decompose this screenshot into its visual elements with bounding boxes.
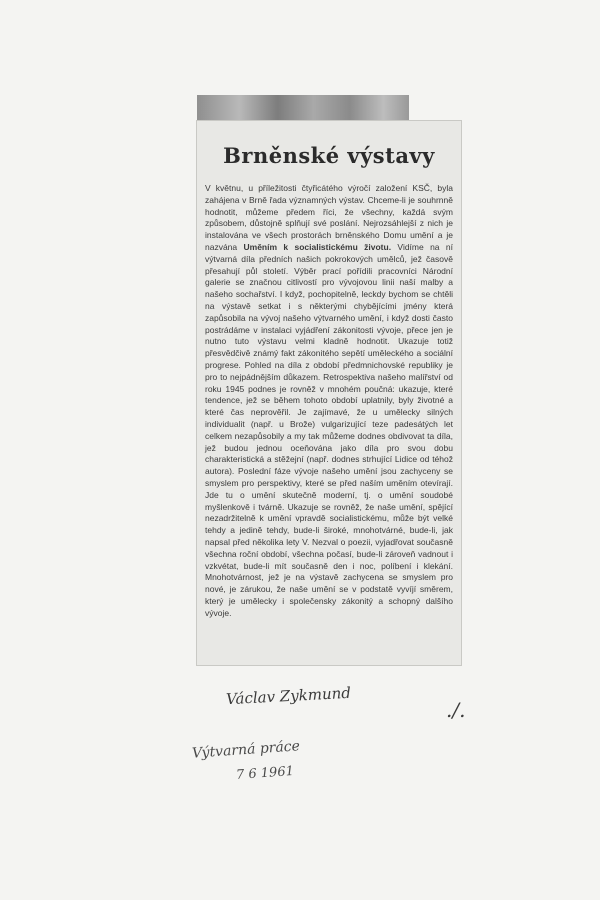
newspaper-clipping	[196, 120, 462, 666]
article-text	[205, 183, 453, 619]
handwritten-mark: ./.	[446, 698, 466, 722]
handwritten-source: Výtvarná práce	[191, 738, 301, 762]
exhibition-title: Uměním k socialistickému životu.	[243, 241, 392, 252]
handwritten-signature: Václav Zykmund	[225, 683, 352, 709]
article-headline: Brněnské výstavy	[223, 143, 435, 168]
handwritten-date: 7 6 1961	[235, 763, 295, 784]
article-intro: V květnu, u příležitosti čtyřicátého výročí založení KSČ, byla zahájena v Brně řada významných výstav. Chceme-li je souhrnně hodnotit, můžeme předem říci, že všechny, každá svým způsobem, důstojně splňují své poslání. Nejrozsáhlejší z nich je instalována ve všech prostorách brněnského Domu umění a je nazvána	[205, 183, 453, 252]
article-body: Vidíme na ní výtvarná díla předních našich pokrokových umělců, jež časově přesahují půl století. Výběr prací pořídili pracovníci Národní galerie se značnou citlivostí pro vývojovou linii naší malby a našeho sochařství. I když, pochopitelně, leckdy bychom se chtěli na výstavě setkat i s některými chybějícími jmény která zapůsobila na vývoj našeho výtvarného umění, i když dosti často postrádáme v instalaci vyjádření zákonitosti vývoje, přece jen je nutno tuto výstavu velmi kladně hodnotit. Ukazuje totiž přesvědčivě známý fakt zákonitého sepětí uměleckého a sociální progrese. Pohled na díla z období předmnichovské republiky je pro to nejpádnějším důkazem. Retrospektiva našeho malířství od roku 1945 podnes je rovněž v mnohém poučná: ukazuje, které tendence, jež se během tohoto období uplatnily, byly životné a které čas neprověřil. Je zajímavé, že u umělecky silných individualit (např. u Brože) vulgarizující teze padesátých let celkem nezapůsobily a my tak můžeme dodnes obdivovat ta díla, jež budou jednou oceňována jako díla pro svou dobu charakteristická a stěžejní (např. dodnes strhující Lidice od téhož autora). Poslední fáze vývoje našeho umění jsou zachyceny se smyslem pro perspektivy, které se před naším uměním otevírají. Jde tu o umění skutečně moderní, tj. o umění soudobé myšlenkově i tvárně. Ukazuje se rovněž, že naše umění, spějící nezadržitelně k umění vpravdě socialistickému, může být velké tehdy a jedině tehdy, bude-li široké, mnohotvárné, bude-li, jak napsal před několika lety V. Nezval o poezii, vyjadřovat současně všechna roční období, všechna počasí, bude-li zároveň vadnout i vzkvétat, bude-li mít současně den i noc, políbení i klekání. Mnohotvárnost, jež je na výstavě zachycena se smyslem pro nové, je zárukou, že naše umění se v podstatě vyvíjí směrem, který je umělecky i společensky zákonitý a schopný dalšího vývoje.	[205, 241, 453, 618]
